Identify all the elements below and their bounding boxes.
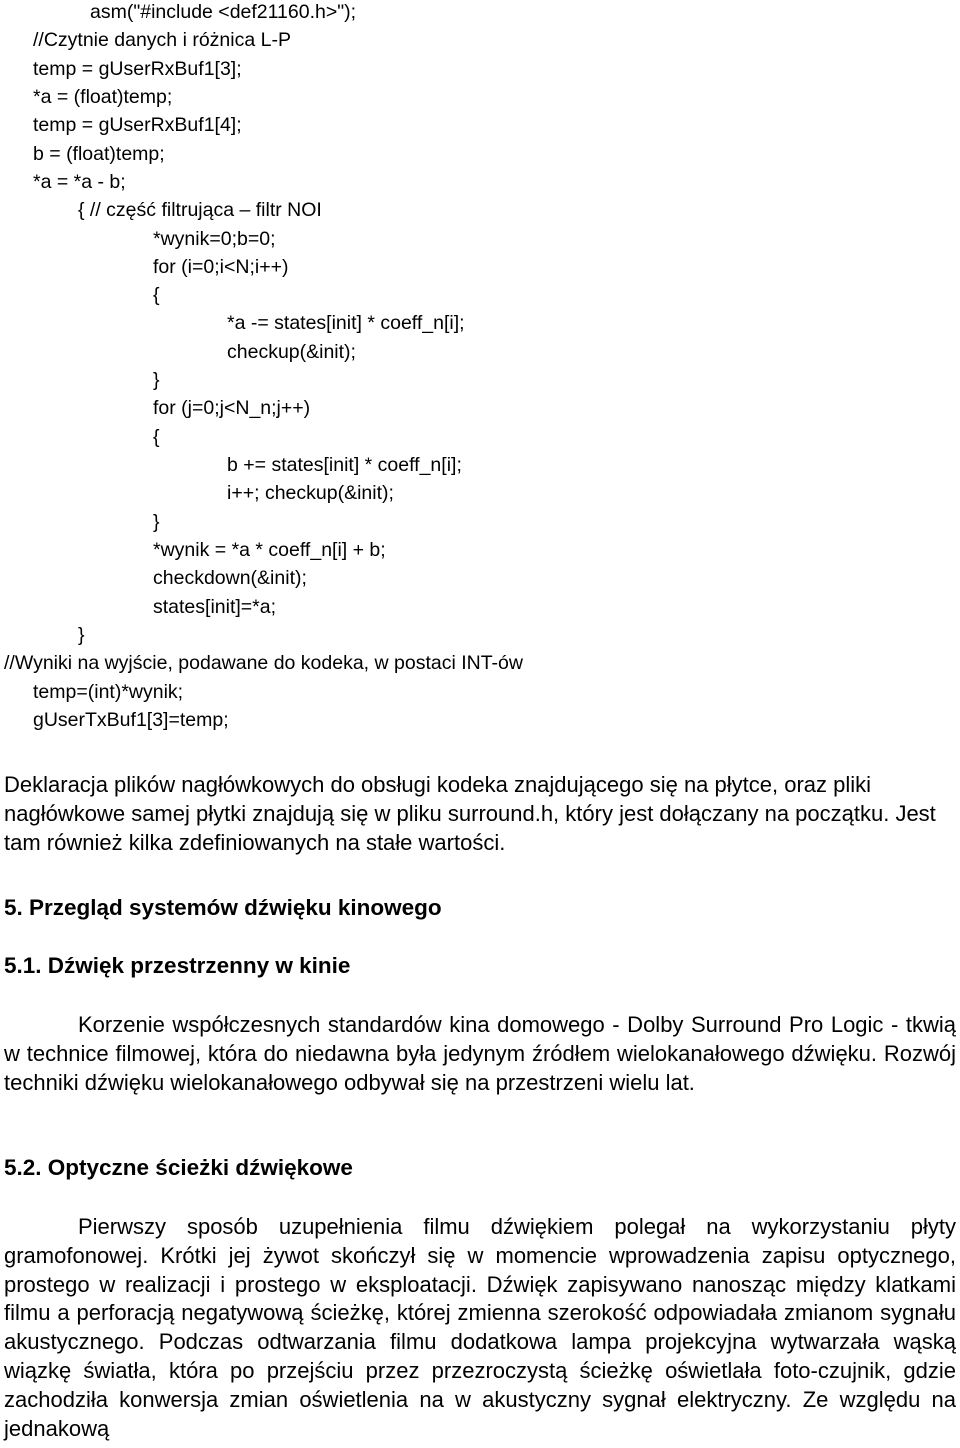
code-line: temp = gUserRxBuf1[3];	[33, 58, 242, 80]
code-line: {	[153, 284, 160, 306]
code-line: *wynik = *a * coeff_n[i] + b;	[153, 539, 386, 561]
code-line: }	[78, 624, 85, 646]
section-heading-5-1: 5.1. Dźwięk przestrzenny w kinie	[4, 953, 351, 978]
code-line: states[init]=*a;	[153, 596, 277, 618]
code-line: *a = *a - b;	[33, 171, 126, 193]
code-line: *wynik=0;b=0;	[153, 228, 276, 250]
code-line: i++; checkup(&init);	[227, 482, 394, 504]
code-line: for (i=0;i<N;i++)	[153, 256, 289, 278]
code-line: checkdown(&init);	[153, 567, 307, 589]
paragraph-declarations: Deklaracja plików nagłówkowych do obsługi kodeka znajdującego się na płytce, oraz pliki nagłówkowe samej płytki znajdują się w pliku surround.h, który jest dołączany na początku. Jest tam również kilka zdefiniowanych na stałe wartości.	[4, 772, 936, 855]
code-line: b = (float)temp;	[33, 143, 165, 165]
code-line: for (j=0;j<N_n;j++)	[153, 397, 311, 419]
section-heading-5-2: 5.2. Optyczne ścieżki dźwiękowe	[4, 1155, 353, 1180]
section-heading-5: 5. Przegląd systemów dźwięku kinowego	[4, 895, 442, 920]
code-line: temp = gUserRxBuf1[4];	[33, 114, 242, 136]
code-line: }	[153, 369, 160, 391]
code-line: checkup(&init);	[227, 341, 356, 363]
code-line: *a -= states[init] * coeff_n[i];	[227, 312, 465, 334]
code-comment: //Wyniki na wyjście, podawane do kodeka, w postaci INT-ów	[4, 652, 523, 674]
paragraph-5-1: Korzenie współczesnych standardów kina domowego - Dolby Surround Pro Logic - tkwią w technice filmowej, która do niedawna była jedynym źródłem wielokanałowego dźwięku. Rozwój techniki dźwięku wielokanałowego odbywał się na przestrzeni wielu lat.	[4, 1012, 956, 1095]
code-line: temp=(int)*wynik;	[33, 681, 184, 703]
code-line: //Czytnie danych i różnica L-P	[33, 29, 291, 51]
code-line: }	[153, 511, 160, 533]
paragraph-5-2: Pierwszy sposób uzupełnienia filmu dźwiękiem polegał na wykorzystaniu płyty gramofonowej. Krótki jej żywot skończył się w momencie wprowadzenia zapisu optycznego, prostego w realizacji i prostego w eksploatacji. Dźwięk zapisywano nanosząc między klatkami filmu a perforacją negatywową ścieżkę, której zmienna szerokość odpowiadała zmianom sygnału akustycznego. Podczas odtwarzania filmu dodatkowa lampa projekcyjna wytwarzała wąską wiązkę światła, która po przejściu przez przezroczystą ścieżkę oświetlała foto-czujnik, gdzie zachodziła konwersja zmian oświetlenia na w akustyczny sygnał elektryczny. Ze względu na jednakową	[4, 1214, 956, 1441]
code-line: gUserTxBuf1[3]=temp;	[33, 709, 229, 731]
code-line: *a = (float)temp;	[33, 86, 173, 108]
code-line: asm("#include <def21160.h>");	[90, 1, 357, 23]
code-line: { // część filtrująca – filtr NOI	[78, 199, 322, 221]
code-line: b += states[init] * coeff_n[i];	[227, 454, 462, 476]
code-line: {	[153, 426, 160, 448]
